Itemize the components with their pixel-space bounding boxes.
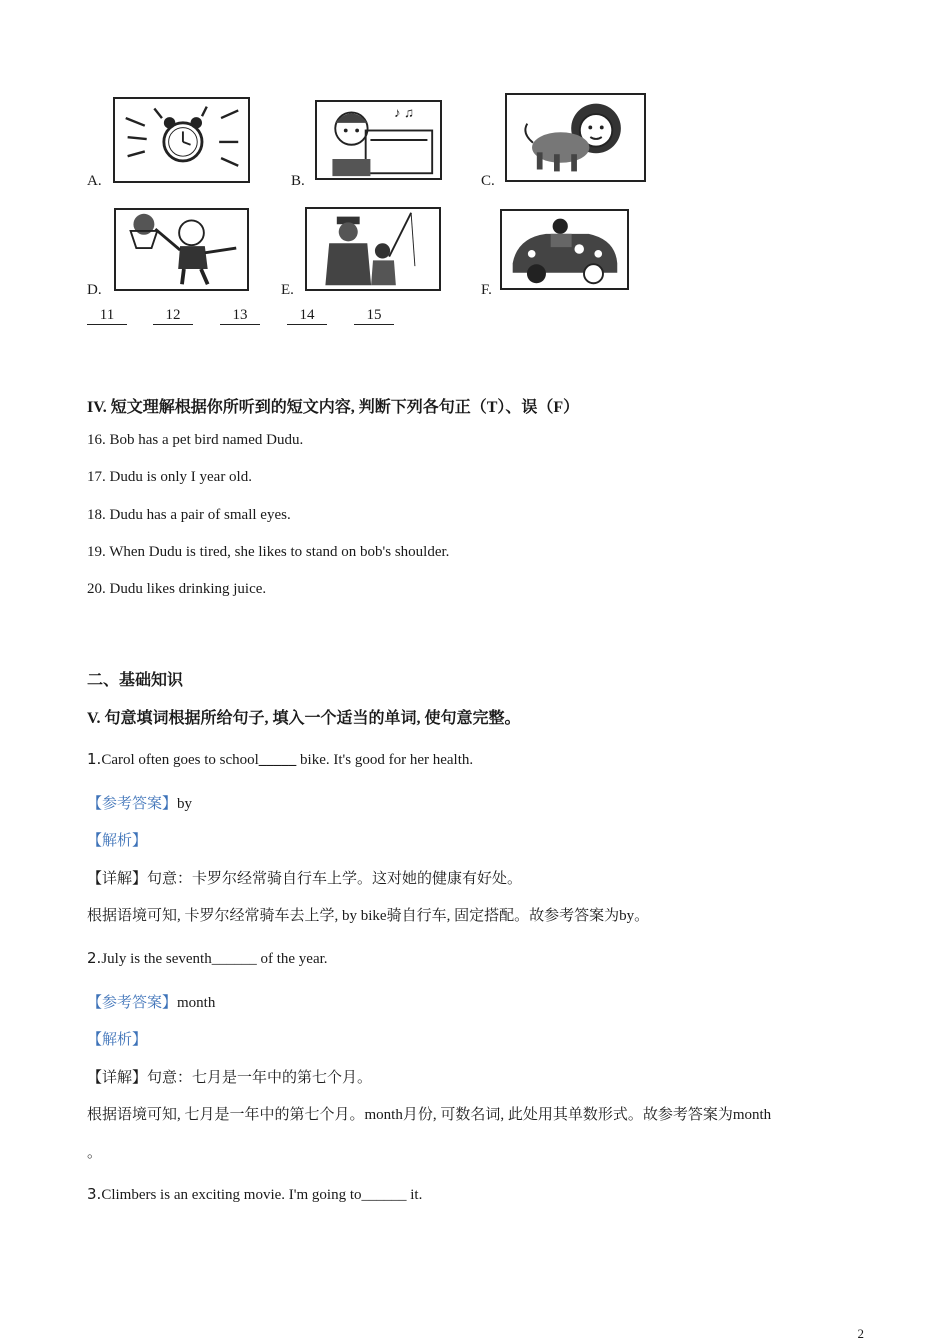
alarm-clock-icon: [113, 97, 250, 183]
answer-blank-14[interactable]: 14: [287, 307, 327, 325]
detail-text: 句意：七月是一年中的第七个月。: [147, 1070, 373, 1086]
statement-20: 20. Dudu likes drinking juice.: [87, 581, 267, 597]
statement-18: 18. Dudu has a pair of small eyes.: [87, 507, 291, 523]
statement-17: 17. Dudu is only I year old.: [87, 469, 252, 485]
analysis-label: 【解析】: [87, 1032, 148, 1048]
section-5-heading: V. 句意填词根据所给句子, 填入一个适当的单词, 使句意完整。: [87, 710, 521, 727]
section-4-heading: IV. 短文理解根据你所听到的短文内容, 判断下列各句正（T）、误（F）: [87, 399, 580, 416]
question-text: July is the seventh: [101, 951, 212, 967]
question-blank[interactable]: _____: [258, 752, 297, 768]
answer-1: [87, 792, 192, 813]
statement-16: 16. Bob has a pet bird named Dudu.: [87, 432, 304, 448]
analysis-label: 【解析】: [87, 833, 148, 849]
answer-blank-15[interactable]: 15: [354, 307, 394, 325]
answer-blank-13[interactable]: 13: [220, 307, 260, 325]
option-letter-e: E.: [281, 282, 294, 298]
question-blank[interactable]: ______: [211, 951, 257, 967]
option-letter-d: D.: [87, 282, 102, 298]
svg-text:♪ ♫: ♪ ♫: [394, 105, 415, 121]
question-text: Carol often goes to school: [101, 752, 259, 768]
man-and-boy-fishing-icon: [305, 207, 441, 291]
boy-playing-basketball-icon: [114, 208, 249, 291]
detail-label: 【详解】: [87, 1070, 148, 1086]
boy-playing-piano-icon: [315, 100, 442, 180]
question-1: [87, 750, 473, 769]
explanation-2: 根据语境可知, 七月是一年中的第七个月。month月份, 可数名词, 此处用其单数形式。故参考答案为month: [87, 1107, 772, 1123]
answer-blank-12[interactable]: 12: [153, 307, 193, 325]
answer-value: month: [177, 995, 216, 1011]
question-number: 1.: [87, 750, 102, 768]
detail-1: [87, 867, 522, 888]
question-text: Climbers is an exciting movie. I'm going to: [101, 1187, 362, 1203]
answer-value: by: [177, 796, 193, 812]
lion-icon: [505, 93, 646, 182]
option-letter-f: F.: [481, 282, 492, 298]
question-number: 2.: [87, 949, 102, 967]
question-text: it.: [406, 1187, 423, 1203]
answer-label: 【参考答案】: [87, 796, 178, 812]
detail-label: 【详解】: [87, 871, 148, 887]
question-number: 3.: [87, 1185, 102, 1203]
explanation-1: 根据语境可知, 卡罗尔经常骑车去上学, by bike骑自行车, 固定搭配。故参考答案为by。: [87, 908, 650, 924]
question-2: [87, 949, 328, 968]
option-letter-b: B.: [291, 173, 305, 189]
question-text: of the year.: [256, 951, 328, 967]
page-number: 2: [857, 1326, 864, 1341]
explanation-2-tail: 。: [87, 1145, 103, 1161]
question-blank[interactable]: ______: [361, 1187, 407, 1203]
detail-text: 句意：卡罗尔经常骑自行车上学。这对她的健康有好处。: [147, 871, 523, 887]
option-letter-a: A.: [87, 173, 102, 189]
statement-19: 19. When Dudu is tired, she likes to stand on bob's shoulder.: [87, 544, 450, 560]
detail-2: [87, 1066, 372, 1087]
answer-blank-11[interactable]: 11: [87, 307, 127, 325]
question-text: bike. It's good for her health.: [296, 752, 474, 768]
answer-2: [87, 991, 215, 1012]
option-letter-c: C.: [481, 173, 495, 189]
answer-label: 【参考答案】: [87, 995, 178, 1011]
man-in-car-icon: [500, 209, 629, 290]
question-3: [87, 1185, 422, 1204]
part-2-heading: 二、基础知识: [87, 672, 184, 689]
